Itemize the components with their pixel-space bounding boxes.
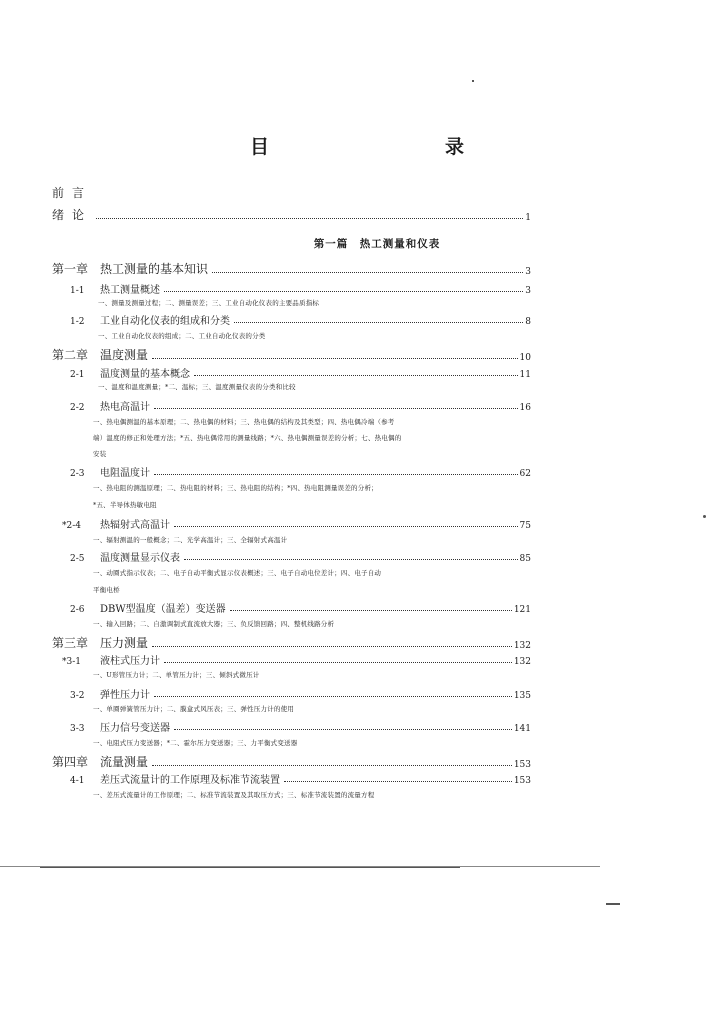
chapter-page: 3 [525,267,531,277]
section-title: 温度测量显示仪表 [100,553,180,564]
dot-leader [152,764,512,766]
toc-section-2-4[interactable] [62,516,531,531]
dot-leader [152,357,518,359]
toc-section-2-5[interactable] [70,549,531,564]
section-number: 4-1 [70,776,85,786]
section-page: 141 [513,724,531,734]
section-title: 压力信号变送器 [100,723,170,734]
dot-leader [184,558,518,560]
subsection-line: 一、单圈弹簧管压力计；二、膜盒式风压表；三、弹性压力计的使用 [93,705,294,713]
dot-leader [96,217,523,219]
toc-chapter-3[interactable] [52,634,531,651]
toc-chapter-4[interactable] [52,753,531,770]
dot-leader [154,473,518,475]
subsection-line: 一、差压式流量计的工作原理；二、标准节流装置及其取压方式；三、标准节流装置的流量方程 [93,791,375,799]
subsection-line: 一、电阻式压力变送器；*二、霍尔压力变送器；三、力平衡式变送器 [93,739,298,747]
section-page: 85 [519,554,531,564]
section-page: 8 [525,317,531,327]
subsection-line: *五、半导体热敏电阻 [93,501,157,509]
dot-leader [174,728,512,730]
subsection-line: 平衡电桥 [93,586,120,594]
chapter-number: 第三章 [52,636,89,650]
section-title: 温度测量的基本概念 [100,369,190,380]
dot-leader [284,780,512,782]
subsection-line: 安装 [93,450,107,458]
subsection-line: 一、温度和温度测量；*二、温标；三、温度测量仪表的分类和比较 [98,383,296,391]
section-number: 2-5 [70,554,85,564]
scan-speck [703,515,706,518]
subsection-line: 一、热电阻的测温原理；二、热电阻的材料；三、热电阻的结构；*四、热电阻测量误差的分析； [93,484,378,492]
section-title: 工业自动化仪表的组成和分类 [100,316,230,327]
subsection-line: 一、输入回路；二、自激调制式直流放大器；三、负反馈回路；四、整机线路分析 [93,620,335,628]
part-title: 第一篇 热工测量和仪表 [313,238,441,250]
section-number: 1-2 [70,317,85,327]
section-page: 16 [519,403,531,413]
chapter-number: 第二章 [52,348,89,362]
entry-label: 绪论 [52,208,93,222]
scan-speck [606,903,620,905]
section-page: 62 [519,469,531,479]
chapter-title: 流量测量 [100,755,149,769]
section-page: 75 [519,521,531,531]
section-number: 3-2 [70,691,85,701]
section-title: 差压式流量计的工作原理及标准节流装置 [100,775,280,786]
toc-chapter-2[interactable] [52,346,531,363]
subsection-line: 一、U形管压力计；二、单管压力计；三、倾斜式微压计 [93,671,260,679]
section-page: 121 [513,605,531,615]
section-title: 热辐射式高温计 [100,520,170,531]
chapter-page: 132 [513,641,531,651]
subsection-line: 一、测量及测量过程；二、测量误差；三、工业自动化仪表的主要品质指标 [98,299,320,307]
dot-leader [154,695,512,697]
toc-section-3-2[interactable] [70,686,531,701]
dot-leader [230,609,512,611]
section-title: 液柱式压力计 [100,656,160,667]
chapter-number: 第四章 [52,755,89,769]
dot-leader [194,374,518,376]
toc-section-2-1[interactable] [70,365,531,380]
dot-leader [212,271,523,273]
section-number: 2-2 [70,403,85,413]
section-title: 电阻温度计 [100,468,150,479]
toc-section-2-2[interactable] [70,398,531,413]
toc-section-3-1[interactable] [62,652,531,667]
chapter-number: 第一章 [52,262,89,276]
section-number: *2-4 [62,521,81,531]
subsection-line: 一、动圈式指示仪表；二、电子自动平衡式显示仪表概述；三、电子自动电位差计；四、电子自动 [93,569,382,577]
chapter-title: 压力测量 [100,636,149,650]
section-page: 135 [513,691,531,701]
dot-leader [154,407,518,409]
section-number: *3-1 [62,657,81,667]
section-page: 11 [519,370,531,380]
toc-entry-preface[interactable] [52,184,132,201]
toc-section-1-2[interactable] [70,312,531,327]
subsection-line: 端）温度的修正和处理方法；*五、热电偶常用的测量线路；*六、热电偶测量误差的分析；七、热电偶的 [93,434,402,442]
chapter-page: 10 [519,353,531,363]
section-page: 3 [525,286,531,296]
dot-leader [174,525,518,527]
toc-entry-introduction[interactable] [52,206,531,223]
section-title: 热电高温计 [100,402,150,413]
section-number: 2-3 [70,469,85,479]
dot-leader [152,645,512,647]
scan-edge-line [40,867,460,868]
section-number: 3-3 [70,724,85,734]
section-title: 热工测量概述 [100,285,160,296]
subsection-line: 一、热电偶测温的基本原理；二、热电偶的材料；三、热电偶的结构及其类型；四、热电偶冷端（参考 [93,418,395,426]
section-title: DBW型温度（温差）变送器 [100,604,226,615]
entry-page: 1 [525,213,531,223]
section-number: 2-6 [70,605,85,615]
toc-section-2-3[interactable] [70,464,531,479]
scan-speck [472,80,474,82]
dot-leader [164,661,512,663]
section-title: 弹性压力计 [100,690,150,701]
entry-label: 前言 [52,186,93,200]
chapter-title: 温度测量 [100,348,149,362]
section-page: 132 [513,657,531,667]
subsection-line: 一、工业自动化仪表的组成；二、工业自动化仪表的分类 [98,332,266,340]
dot-leader [234,321,523,323]
toc-section-2-6[interactable] [70,600,531,615]
toc-chapter-1[interactable] [52,260,531,277]
chapter-page: 153 [513,760,531,770]
subsection-line: 一、辐射测温的一般概念；二、光学高温计；三、全辐射式高温计 [93,536,288,544]
page-title: 目 录 [249,136,510,158]
dot-leader [164,290,523,292]
toc-section-3-3[interactable] [70,719,531,734]
section-page: 153 [513,776,531,786]
toc-section-4-1[interactable] [70,771,531,786]
toc-section-1-1[interactable] [70,281,531,296]
chapter-title: 热工测量的基本知识 [100,262,209,276]
section-number: 2-1 [70,370,85,380]
section-number: 1-1 [70,286,85,296]
